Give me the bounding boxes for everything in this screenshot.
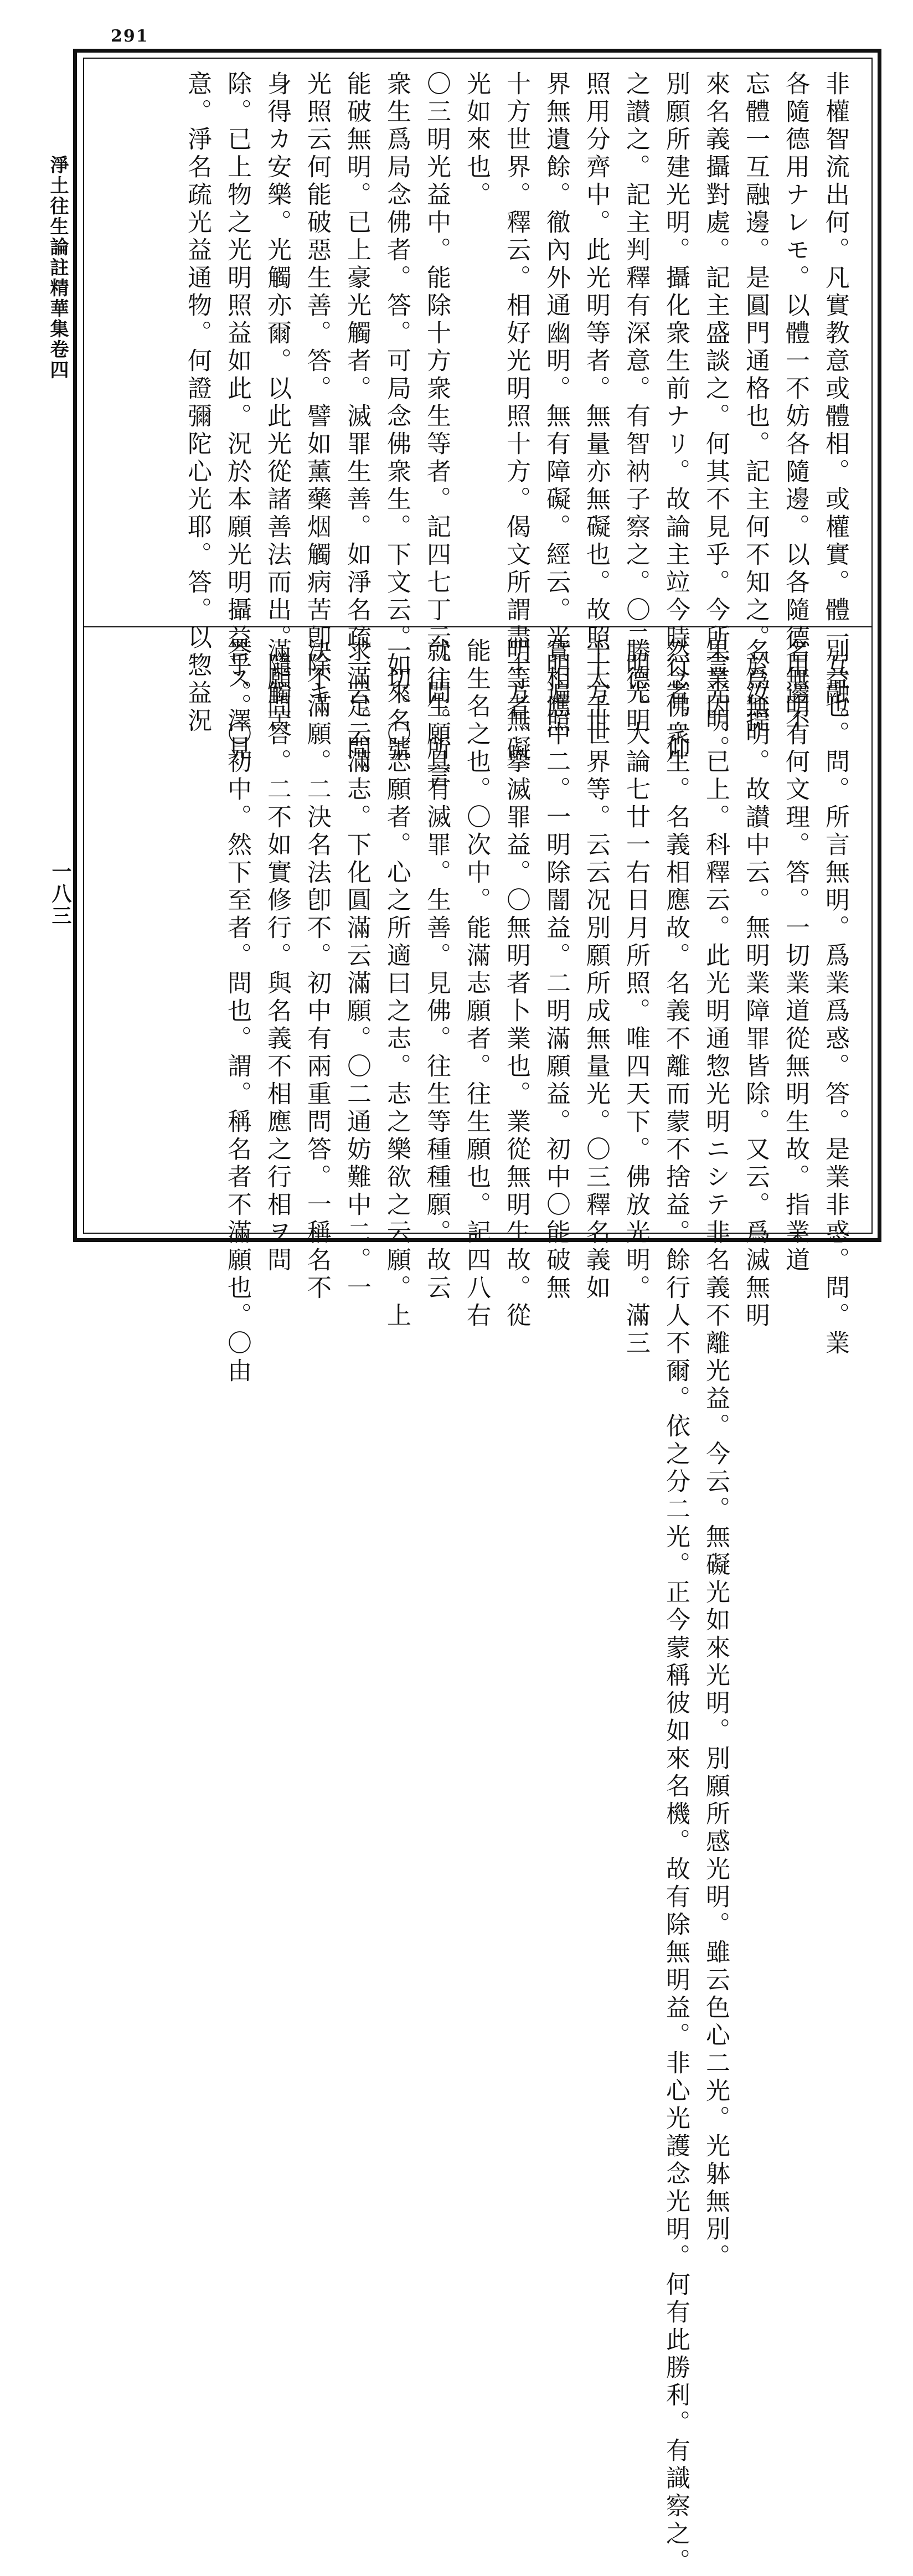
text-column: 求滿足云滿志。下化圓滿云滿願。〇二通妨難中二。一 bbox=[343, 638, 371, 1302]
text-column: 意。淨名疏光益通物。何證彌陀心光耶。答。以惣益況 bbox=[183, 71, 212, 735]
lower-text-block bbox=[94, 638, 867, 2576]
text-column: 忘體一互融邊。是圓門通格也。記主何不知之。於汝提 bbox=[741, 71, 770, 735]
text-column: 實相應中二。一明除闇益。二明滿願益。初中〇能破無 bbox=[542, 638, 570, 1302]
text-column: 一切。〇志願者。心之所適曰之志。志之樂欲之云願。上 bbox=[383, 638, 411, 1330]
text-column: 非權智流出何。凡實教意或體相。或權實。體一互融。 bbox=[821, 71, 849, 735]
text-column: 名爲無明。故讃中云。無明業障罪皆除。又云。爲滅無明 bbox=[741, 638, 770, 1330]
text-column: 各隨德用ナレモ。以體一不妨各隨邊。以各隨德用邊不 bbox=[781, 71, 809, 735]
text-column: 光如來也。 bbox=[462, 71, 491, 209]
text-column: 除。已上物之光明照益如此。況於本願光明攝益乎。澤見 bbox=[223, 71, 251, 763]
text-column: 決不滿願。二決名法卽不。初中有兩重問答。一稱名不 bbox=[303, 638, 331, 1302]
text-column: 照用分齊中。此光明等者。無量亦無礙也。故照十方世 bbox=[582, 71, 610, 735]
text-column: 〇三明光益中。能除十方衆生等者。記四七丁云。問。所言 bbox=[422, 71, 451, 791]
text-column: 來名義攝對處。記主盛談之。何其不見乎。今所言光明。 bbox=[701, 71, 730, 763]
text-column: 之讃之。記主判釋有深意。有智衲子察之。〇二明光明 bbox=[622, 71, 650, 735]
text-column: 身得カ安樂。光觸亦爾。以此光從諸善法而出。隨觸苦 bbox=[263, 71, 291, 735]
page-number: 291 bbox=[111, 27, 149, 46]
text-column: 界無遺餘。徹內外通幽明。無有障礙。經云。光明遍照 bbox=[542, 71, 570, 735]
upper-text-block bbox=[94, 71, 867, 791]
side-folio-number: 一八三 bbox=[49, 861, 72, 928]
text-column: 能生名之也。〇次中。能滿志願者。往生願也。記四八右 bbox=[462, 638, 491, 1330]
text-column: 千大千世界等。云云况別願所成無量光。〇三釋名義如 bbox=[582, 638, 610, 1302]
book-title: 淨土往生論註精華集卷四 bbox=[47, 155, 69, 380]
text-column: 光照云何能破惡生善。答。譬如薰藥烟觸病苦卽除キ bbox=[303, 71, 331, 708]
text-column: 名無明有何文理。答。一切業道從無明生故。指業道 bbox=[781, 638, 809, 1275]
text-column: 明等者。擧滅罪益。〇無明者卜業也。業從無明生故。從 bbox=[502, 638, 530, 1330]
text-column: 就往生願具有滅罪。生善。見佛。往生等種種願。故云 bbox=[422, 638, 451, 1302]
text-column: 衆生爲局念佛者。答。可局念佛衆生。下文云。如來名號 bbox=[383, 71, 411, 763]
text-column: 滿願問答。二不如實修行。與名義不相應之行相ヲ問 bbox=[263, 638, 291, 1275]
text-column: 勝德。大論七廿一右日月所照。唯四天下。佛放光明。滿三 bbox=[622, 638, 650, 1358]
text-column: 然念佛衆生。名義相應故。名義不離而蒙不捨益。餘行人不爾。依之分二光。正今蒙稱彼如來名機。故有除無明益。非心光護念光明。何有此勝利。有識察之。 bbox=[662, 638, 690, 2576]
text-column: 答ス。〇初中。然下至者。問也。謂。稱名者不滿願也。〇由 bbox=[223, 638, 251, 1385]
text-column: 果業因。已上。科釋云。此光明通惣光明ニシテ非名義不離光益。今云。無礙光如來光明。別願所感光明。雖云色心二光。光躰無別。 bbox=[701, 638, 730, 2271]
text-column: 十方世界。釋云。相好光明照十方。偈文所謂盡十方無礙 bbox=[502, 71, 530, 763]
text-column: 別益也。問。所言無明。爲業爲惑。答。是業非惑。問。業 bbox=[821, 638, 849, 1358]
text-column: 別願所建光明。攝化衆生前ナリ。故論主竝今時行者。仰 bbox=[662, 71, 690, 763]
text-column: 能破無明。已上豪光觸者。滅罪生善。如淨名疏一云。問。 bbox=[343, 71, 371, 791]
